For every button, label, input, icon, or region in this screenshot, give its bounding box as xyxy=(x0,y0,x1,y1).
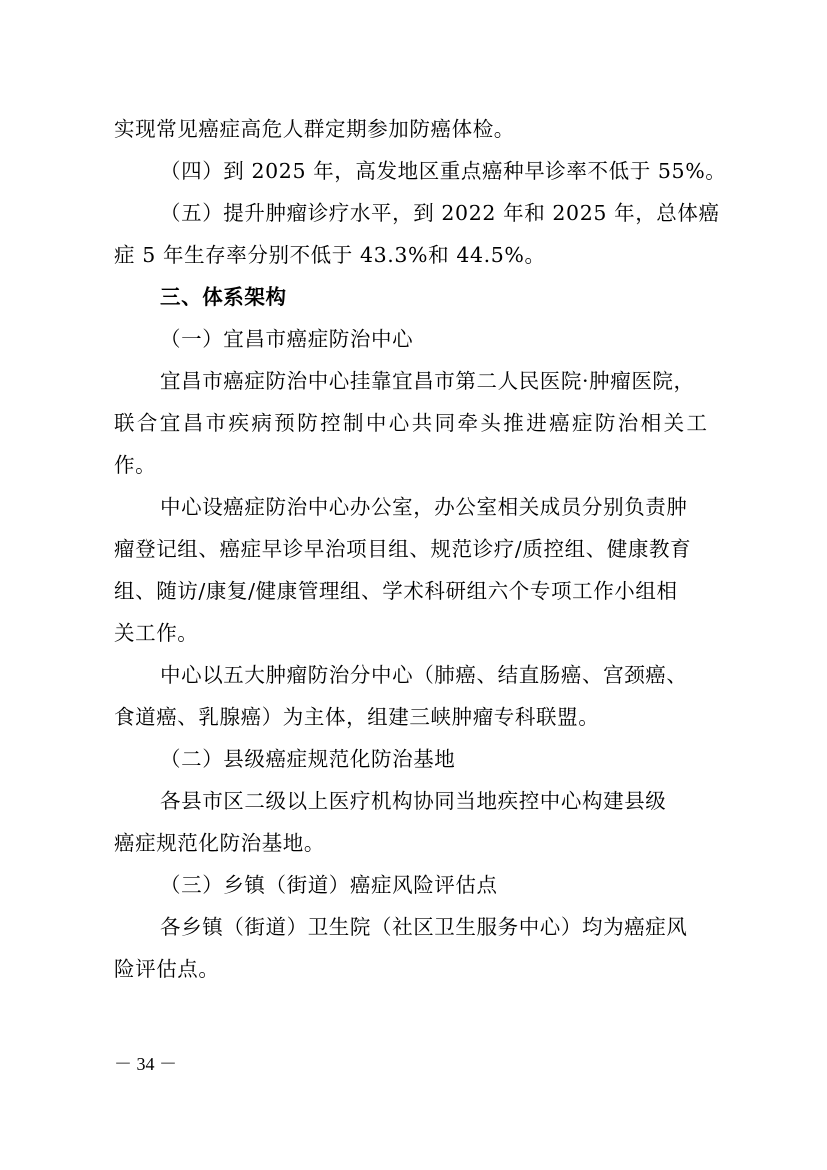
paragraph-line: 食道癌、乳腺癌）为主体，组建三峡肿瘤专科联盟。 xyxy=(114,705,600,729)
paragraph-line: 中心以五大肿瘤防治分中心（肺癌、结直肠癌、宫颈癌、 xyxy=(160,663,688,687)
paragraph-line: 宜昌市癌症防治中心挂靠宜昌市第二人民医院·肿瘤医院， xyxy=(160,369,695,393)
goal-item-4: （四）到 2025 年，高发地区重点癌种早诊率不低于 55%。 xyxy=(160,159,727,183)
paragraph-line: 组、随访/康复/健康管理组、学术科研组六个专项工作小组相 xyxy=(114,579,678,603)
paragraph-line: 中心设癌症防治中心办公室，办公室相关成员分别负责肿 xyxy=(160,495,688,519)
paragraph-line: 关工作。 xyxy=(114,621,199,645)
section-heading: 三、体系架构 xyxy=(160,285,287,309)
goal-item-5: （五）提升肿瘤诊疗水平，到 2022 年和 2025 年，总体癌 xyxy=(160,201,720,225)
paragraph-line: 联合宜昌市疾病预防控制中心共同牵头推进癌症防治相关工 xyxy=(114,411,710,435)
subsection-heading-3: （三）乡镇（街道）癌症风险评估点 xyxy=(160,873,498,897)
paragraph-line: 实现常见癌症高危人群定期参加防癌体检。 xyxy=(114,117,515,141)
paragraph-line: 险评估点。 xyxy=(114,957,220,981)
paragraph-line: 各县市区二级以上医疗机构协同当地疾控中心构建县级 xyxy=(160,789,667,813)
subsection-heading-2: （二）县级癌症规范化防治基地 xyxy=(160,747,456,771)
paragraph-line: 癌症规范化防治基地。 xyxy=(114,831,325,855)
paragraph-line: 各乡镇（街道）卫生院（社区卫生服务中心）均为癌症风 xyxy=(160,915,688,939)
subsection-heading-1: （一）宜昌市癌症防治中心 xyxy=(160,327,414,351)
page-number: － 34 － xyxy=(114,1054,177,1074)
paragraph-line: 瘤登记组、癌症早诊早治项目组、规范诊疗/质控组、健康教育 xyxy=(114,537,692,561)
paragraph-line: 作。 xyxy=(114,453,157,477)
paragraph-line: 症 5 年生存率分别不低于 43.3%和 44.5%。 xyxy=(114,243,546,267)
